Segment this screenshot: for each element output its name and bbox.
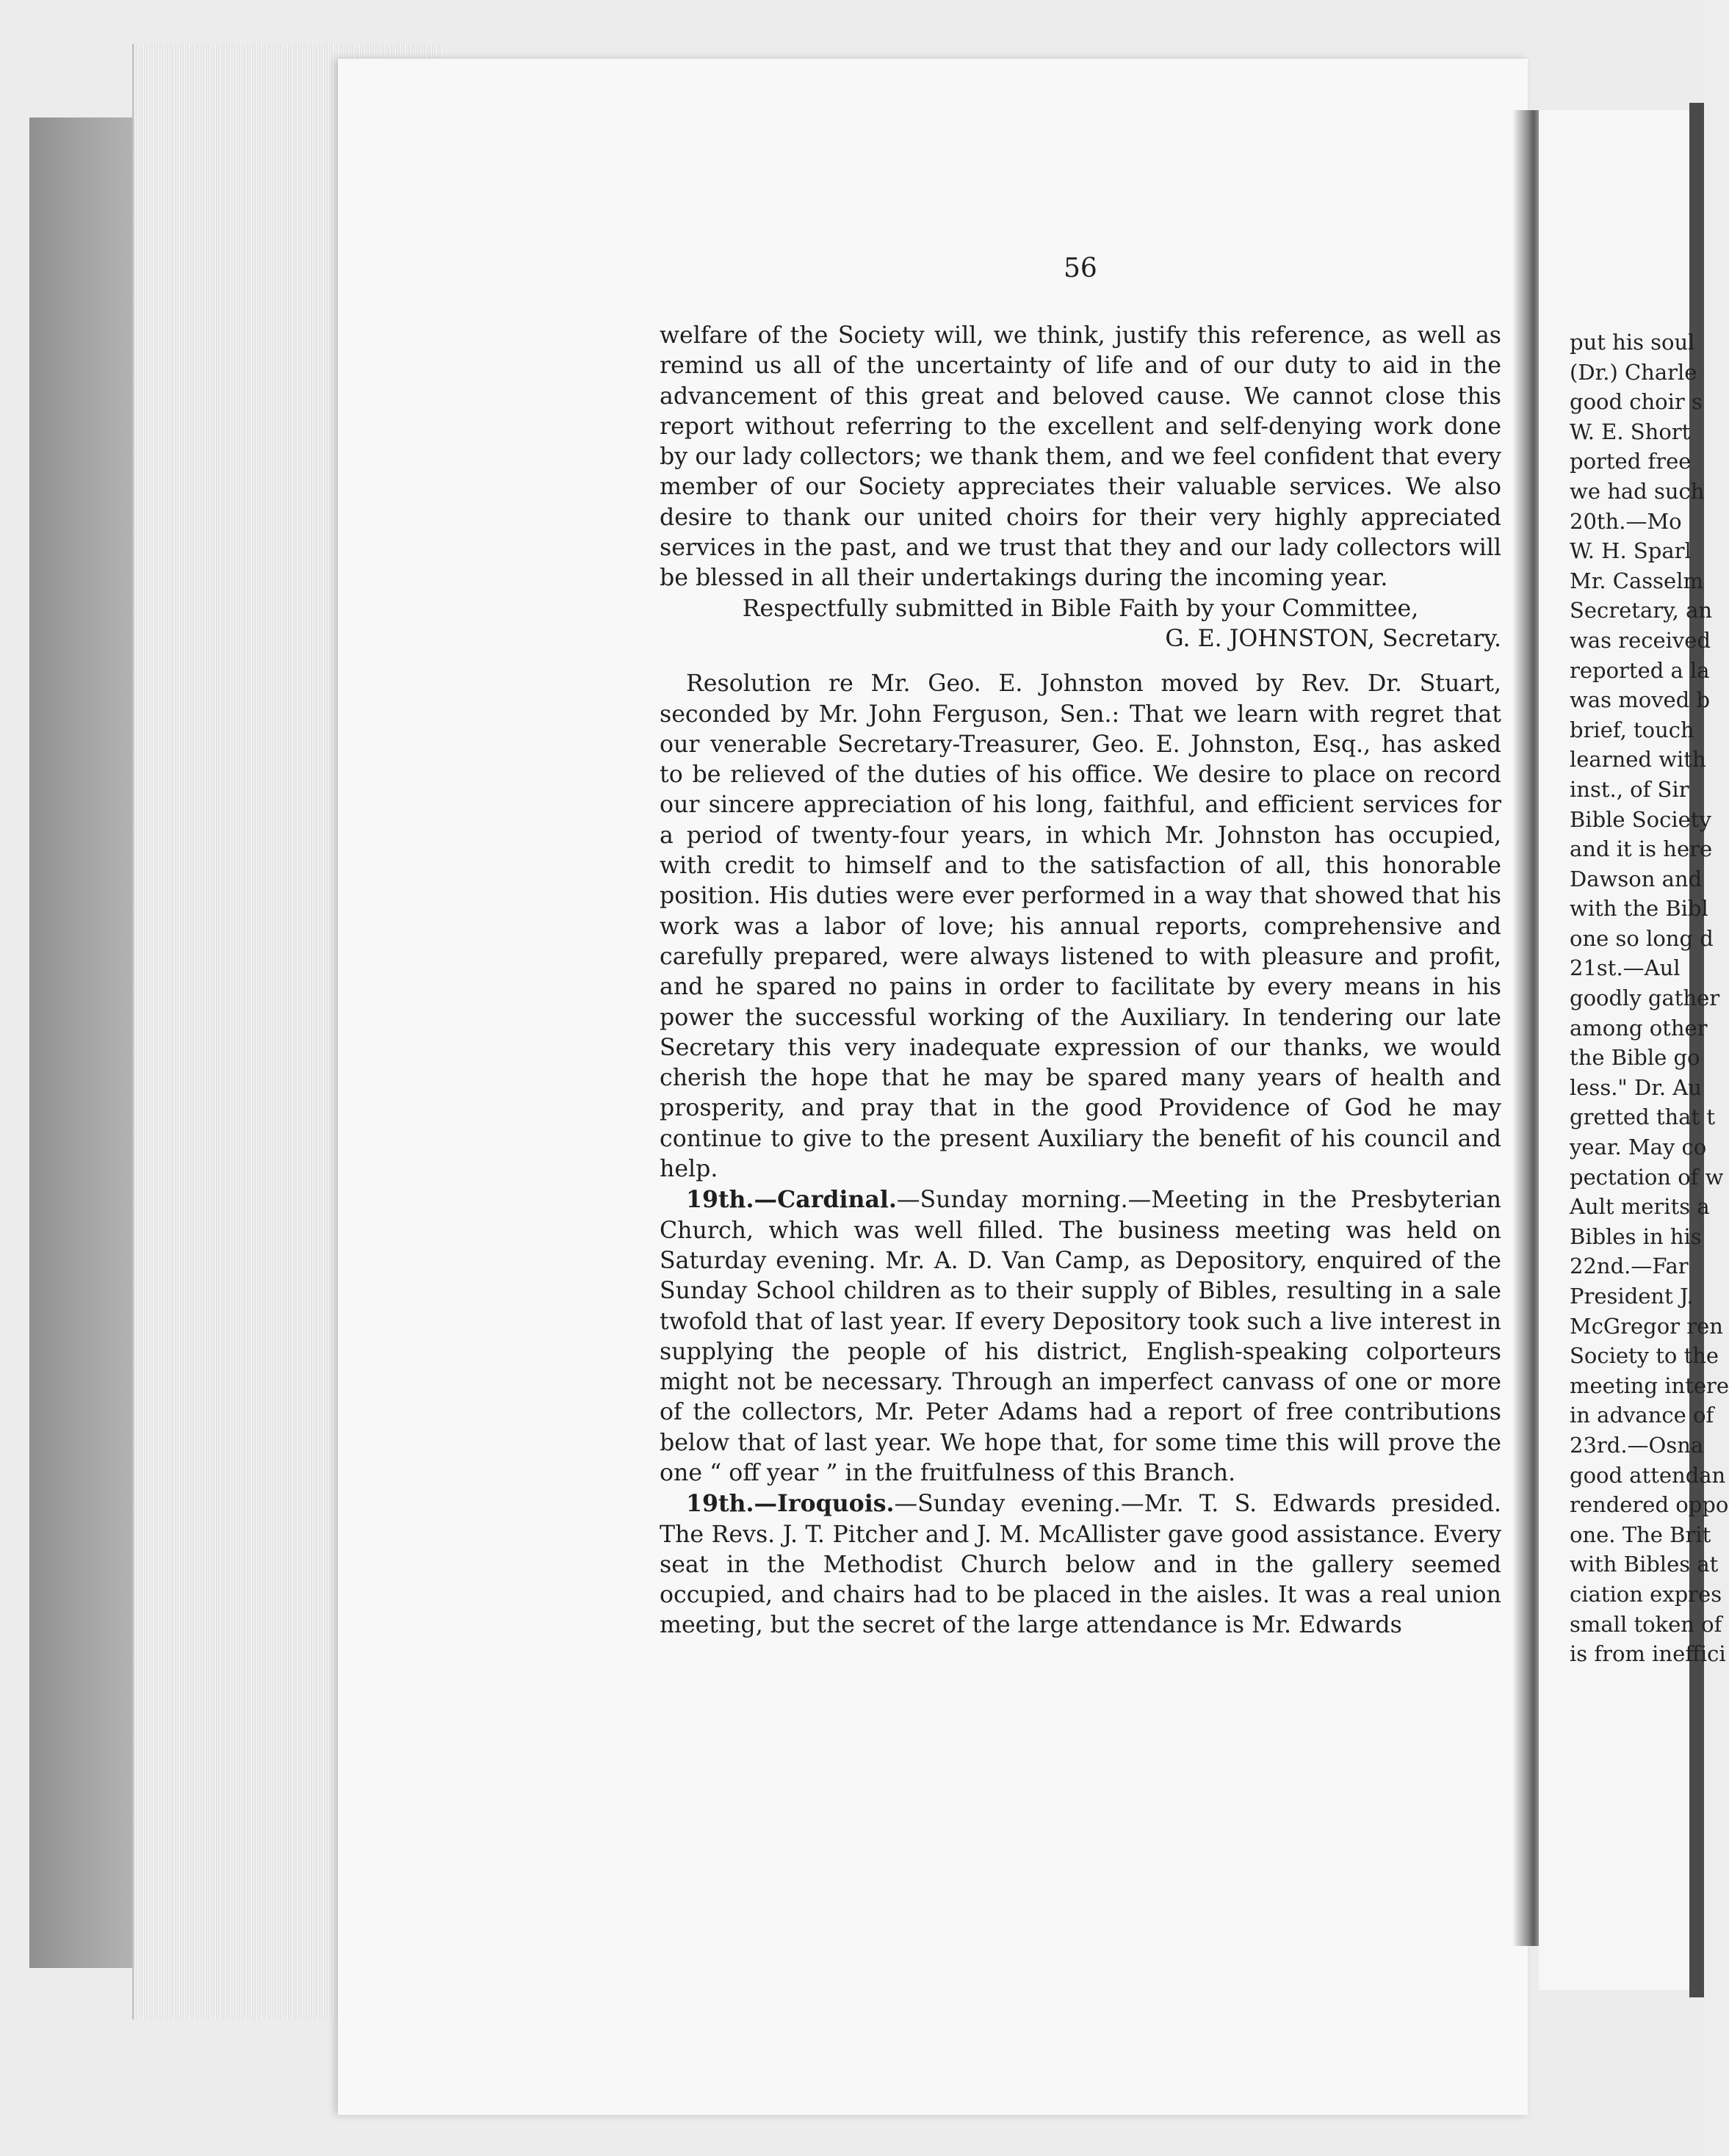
iroquois-paragraph bbox=[660, 1488, 1501, 1640]
right-page-line: we had such bbox=[1570, 478, 1705, 504]
entry-heading-cardinal: 19th.—Cardinal. bbox=[686, 1186, 897, 1214]
right-page-line: meeting intere bbox=[1570, 1372, 1729, 1398]
right-page-line: put his soul bbox=[1570, 330, 1695, 355]
right-page-line: Dawson and bbox=[1570, 866, 1703, 891]
cardinal-paragraph bbox=[660, 1184, 1501, 1488]
right-page-line: less." Dr. Au bbox=[1570, 1074, 1702, 1100]
right-page-line: Bible Society bbox=[1570, 806, 1711, 832]
right-page-line: small token of bbox=[1570, 1611, 1722, 1637]
right-page-fragments bbox=[1570, 328, 1729, 1669]
right-page-line: one so long d bbox=[1570, 925, 1714, 951]
right-page-line: one. The Brit bbox=[1570, 1522, 1711, 1547]
right-page-line: the Bible go bbox=[1570, 1045, 1700, 1071]
right-page-line: inst., of Sir bbox=[1570, 776, 1689, 802]
right-page-line: Bibles in his bbox=[1570, 1223, 1702, 1249]
right-page-line: ciation expres bbox=[1570, 1581, 1722, 1607]
right-page-line: goodly gather bbox=[1570, 985, 1720, 1011]
book-gutter bbox=[1513, 110, 1542, 1946]
right-page-line: Ault merits a bbox=[1570, 1194, 1710, 1220]
entry-heading-iroquois: 19th.—Iroquois. bbox=[686, 1490, 895, 1518]
resolution-paragraph: Resolution re Mr. Geo. E. Johnston moved by Rev. Dr. Stuart, seconded by Mr. John Ferguson, Sen.: That we learn with regret that our venerable Secretary-Treasurer, Geo. E. Johnston, Esq., has asked to be relieved of the duties of his office. We desire to place on record our sincere appreciation of his long, faithful, and efficient services for a period of twenty-four years, in which Mr. Johnston has occupied, with credit to himself and to the satisfaction of all, this honorable position. His duties were ever performed in a way that showed that his work was a labor of love; his annual reports, comprehensive and carefully prepared, were always listened to with pleasure and profit, and he spared no pains in order to facilitate by every means in his power the successful working of the Auxiliary. In tendering our late Secretary this very inadequate expression of our thanks, we would cherish the hope that he may be spared many years of health and prosperity, and pray that in the good Providence of God he may continue to give to the present Auxiliary the benefit of his council and help. bbox=[660, 670, 1501, 1183]
iroquois-text: —Sunday evening.—Mr. T. S. Edwards presided. The Revs. J. T. Pitcher and J. M. McAllister gave good assistance. Every seat in the Methodist Church below and in the gallery seemed occupied, and chairs had to be placed in the aisles. It was a real union meeting, but the secret of the large attendance is Mr. Edwards bbox=[660, 1491, 1501, 1639]
right-page-line: 21st.—Aul bbox=[1570, 955, 1681, 981]
cardinal-text: —Sunday morning.—Meeting in the Presbyterian Church, which was well filled. The business meeting was held on Saturday evening. Mr. A. D. Van Camp, as Depository, enquired of the Sunday School children as to their supply of Bibles, resulting in a sale twofold that of last year. If every Depository took such a live interest in supplying the people of his district, English-speaking colporteurs might not be necessary. Through an imperfect canvass of one or more of the collectors, Mr. Peter Adams had a report of free contributions below that of last year. We hope that, for some time this will prove the one “ off year ” in the fruitfulness of this Branch. bbox=[660, 1187, 1501, 1486]
closing-line: Respectfully submitted in Bible Faith by your Committee, bbox=[742, 595, 1419, 622]
right-page-line: Society to the bbox=[1570, 1343, 1719, 1369]
right-page-line: with Bibles at bbox=[1570, 1552, 1719, 1577]
right-page-line: and it is here bbox=[1570, 836, 1713, 862]
right-page-line: pectation of w bbox=[1570, 1164, 1724, 1190]
right-page-line: W. H. Sparl bbox=[1570, 538, 1692, 564]
right-page-line: brief, touch bbox=[1570, 717, 1694, 742]
right-page-line: learned with bbox=[1570, 747, 1706, 773]
right-page-line: reported a la bbox=[1570, 657, 1710, 683]
right-page-line: gretted that t bbox=[1570, 1104, 1715, 1130]
right-page-line: (Dr.) Charle bbox=[1570, 359, 1697, 385]
page-number: 56 bbox=[1064, 253, 1097, 283]
signature: G. E. JOHNSTON, Secretary. bbox=[1165, 625, 1501, 652]
right-page-line: year. May co bbox=[1570, 1135, 1707, 1160]
right-page-line: rendered oppo bbox=[1570, 1492, 1729, 1518]
right-page-line: ported free bbox=[1570, 449, 1692, 474]
paragraph-continuation: welfare of the Society will, we think, justify this reference, as well as remind us all of the uncertainty of life and of our duty to aid in the advancement of this great and beloved cause. We cannot close this report without referring to the excellent and self-denying work done by our lady collectors; we thank them, and we feel confident that every member of our Society appreciates their valuable services. We also desire to thank our united choirs for their very highly appreciated services in the past, and we trust that they and our lady collectors will be blessed in all their undertakings during the incoming year. bbox=[660, 322, 1501, 592]
right-page-line: was received bbox=[1570, 627, 1711, 653]
right-page-line: good attendan bbox=[1570, 1462, 1726, 1488]
right-page-line: President J. bbox=[1570, 1284, 1694, 1309]
right-page-line: 23rd.—Osna bbox=[1570, 1432, 1704, 1458]
right-page-line: Secretary, an bbox=[1570, 598, 1713, 623]
right-page-line: 20th.—Mo bbox=[1570, 508, 1682, 534]
right-page-line: in advance of bbox=[1570, 1403, 1714, 1428]
right-page-line: with the Bibl bbox=[1570, 896, 1708, 922]
right-page-line: among other bbox=[1570, 1015, 1708, 1041]
right-page-line: good choir s bbox=[1570, 389, 1703, 415]
page-body bbox=[660, 321, 1501, 1641]
right-page-line: Mr. Casselm bbox=[1570, 568, 1703, 593]
right-page-line: McGregor ren bbox=[1570, 1313, 1723, 1339]
right-page-line: was moved b bbox=[1570, 687, 1711, 713]
right-page-line: 22nd.—Far bbox=[1570, 1254, 1689, 1279]
right-page-line: W. E. Short bbox=[1570, 419, 1691, 444]
right-page-line: is from ineffici bbox=[1570, 1641, 1726, 1667]
